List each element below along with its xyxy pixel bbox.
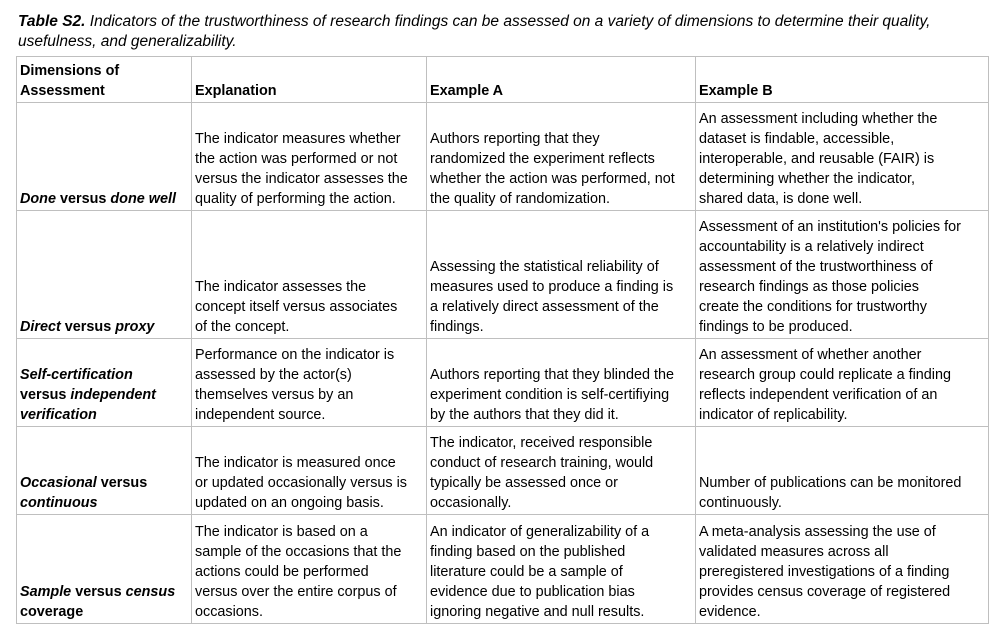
dimension-part: independent verification <box>20 387 156 423</box>
dimension-part: versus <box>60 319 116 335</box>
dimension-cell <box>17 339 192 427</box>
dimension-cell <box>17 211 192 339</box>
header-dimensions: Dimensions of Assessment <box>17 57 192 103</box>
dimension-part: versus <box>55 191 111 207</box>
caption-text: Indicators of the trustworthiness of research findings can be assessed on a variety of dimensions to determine their quality, usefulness, and generalizability. <box>18 13 931 50</box>
dimension-part: continuous <box>20 495 98 511</box>
example-b-cell: A meta-analysis assessing the use of validated measures across all preregistered investigations of a finding provides census coverage of registered evidence. <box>696 515 989 624</box>
table-row <box>17 211 989 339</box>
table-header-row <box>17 57 989 103</box>
example-b-cell: Number of publications can be monitored continuously. <box>696 427 989 515</box>
table-row <box>17 339 989 427</box>
dimension-part: Direct <box>20 319 61 335</box>
example-a-cell: An indicator of generalizability of a finding based on the published literature could be a sample of evidence due to publication bias ignoring negative and null results. <box>427 515 696 624</box>
dimension-part: Occasional <box>20 475 97 491</box>
dimension-part: Self-certification <box>20 367 133 383</box>
assessment-table <box>16 56 989 624</box>
explanation-cell: The indicator measures whether the action was performed or not versus the indicator assesses the quality of performing the action. <box>192 103 427 211</box>
explanation-cell: Performance on the indicator is assessed by the actor(s) themselves versus by an independent source. <box>192 339 427 427</box>
table-row <box>17 515 989 624</box>
dimension-part: done well <box>110 191 176 207</box>
dimension-part: census <box>125 584 176 600</box>
dimension-part: Done <box>20 191 56 207</box>
example-b-cell: Assessment of an institution's policies for accountability is a relatively indirect assessment of the trustworthiness of research findings as those policies create the conditions for trustworthy findings to be produced. <box>696 211 989 339</box>
dimension-part: versus <box>100 475 148 491</box>
table-caption <box>18 12 993 52</box>
example-a-cell: Authors reporting that they blinded the experiment condition is self-certifiying by the authors that they did it. <box>427 339 696 427</box>
caption-label: Table S2. <box>18 13 86 30</box>
header-example-b: Example B <box>696 57 989 103</box>
explanation-cell: The indicator assesses the concept itself versus associates of the concept. <box>192 211 427 339</box>
dimension-part: versus <box>71 584 126 600</box>
dimension-part: coverage <box>20 604 84 620</box>
dimension-part: versus <box>20 387 67 403</box>
dimension-part: Sample <box>20 584 72 600</box>
table-row <box>17 427 989 515</box>
dimension-part: proxy <box>115 319 155 335</box>
dimension-cell <box>17 515 192 624</box>
dimension-cell <box>17 103 192 211</box>
header-explanation: Explanation <box>192 57 427 103</box>
explanation-cell: The indicator is measured once or updated occasionally versus is updated on an ongoing basis. <box>192 427 427 515</box>
header-example-a: Example A <box>427 57 696 103</box>
dimension-cell <box>17 427 192 515</box>
example-a-cell: Authors reporting that they randomized the experiment reflects whether the action was performed, not the quality of randomization. <box>427 103 696 211</box>
example-a-cell: Assessing the statistical reliability of measures used to produce a finding is a relatively direct assessment of the findings. <box>427 211 696 339</box>
table-row <box>17 103 989 211</box>
example-b-cell: An assessment of whether another research group could replicate a finding reflects independent verification of an indicator of replicability. <box>696 339 989 427</box>
example-a-cell: The indicator, received responsible conduct of research training, would typically be assessed once or occasionally. <box>427 427 696 515</box>
example-b-cell: An assessment including whether the dataset is findable, accessible, interoperable, and reusable (FAIR) is determining whether the indicator, shared data, is done well. <box>696 103 989 211</box>
explanation-cell: The indicator is based on a sample of the occasions that the actions could be performed versus over the entire corpus of occasions. <box>192 515 427 624</box>
